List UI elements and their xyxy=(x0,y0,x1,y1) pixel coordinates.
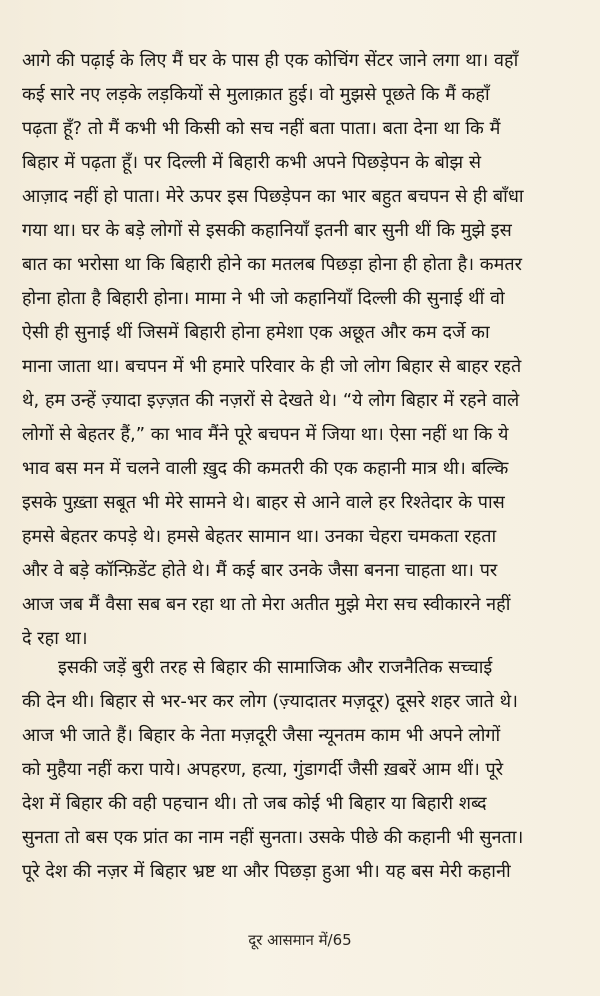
text-line: पढ़ता हूँ? तो मैं कभी भी किसी को सच नहीं बता पाता। बता देना था कि मैं xyxy=(22,118,501,139)
paragraph-1 xyxy=(22,44,580,656)
text-line: और वे बड़े कॉन्फ़िडेंट होते थे। मैं कई बार उनके जैसा बनना चाहता था। पर xyxy=(22,560,498,581)
text-line: आज़ाद नहीं हो पाता। मेरे ऊपर इस पिछड़ेपन का भार बहुत बचपन से ही बाँधा xyxy=(22,186,524,207)
text-line: आज जब मैं वैसा सब बन रहा था तो मेरा अतीत मुझे मेरा सच स्वीकारने नहीं xyxy=(22,594,511,615)
text-line: इसके पुख़्ता सबूत भी मेरे सामने थे। बाहर से आने वाले हर रिश्तेदार के पास xyxy=(22,492,505,513)
text-line: कई सारे नए लड़के लड़कियों से मुलाक़ात हुई। वो मुझसे पूछते कि मैं कहाँ xyxy=(22,84,490,105)
page-footer: दूर आसमान में/65 xyxy=(248,931,352,949)
text-line: ऐसी ही सुनाई थीं जिसमें बिहारी होना हमेशा एक अछूत और कम दर्जे का xyxy=(22,322,490,343)
text-line: थे, हम उन्हें ज़्यादा इज़्ज़त की नज़रों से देखते थे। “ये लोग बिहार में रहने वाले xyxy=(22,390,520,411)
text-line: की देन थी। बिहार से भर-भर कर लोग (ज़्यादातर मज़दूर) दूसरे शहर जाते थे। xyxy=(22,691,518,712)
text-line: को मुहैया नहीं करा पाये। अपहरण, हत्या, गुंडागर्दी जैसी ख़बरें आम थीं। पूरे xyxy=(22,759,504,780)
text-line: बात का भरोसा था कि बिहारी होने का मतलब पिछड़ा होना ही होता है। कमतर xyxy=(22,254,522,275)
text-line: देश में बिहार की वही पहचान थी। तो जब कोई भी बिहार या बिहारी शब्द xyxy=(22,793,487,814)
text-line: गया था। घर के बड़े लोगों से इसकी कहानियाँ इतनी बार सुनी थीं कि मुझे इस xyxy=(22,220,512,241)
text-line: भाव बस मन में चलने वाली ख़ुद की कमतरी की एक कहानी मात्र थी। बल्कि xyxy=(22,458,509,479)
text-line: होना होता है बिहारी होना। मामा ने भी जो कहानियाँ दिल्ली की सुनाई थीं वो xyxy=(22,288,505,309)
text-line: बिहार में पढ़ता हूँ। पर दिल्ली में बिहारी कभी अपने पिछड़ेपन के बोझ से xyxy=(22,152,482,173)
text-line: हमसे बेहतर कपड़े थे। हमसे बेहतर सामान था। उनका चेहरा चमकता रहता xyxy=(22,526,497,547)
text-line: माना जाता था। बचपन में भी हमारे परिवार के ही जो लोग बिहार से बाहर रहते xyxy=(22,356,522,377)
paragraph-2 xyxy=(22,651,580,889)
text-line: आज भी जाते हैं। बिहार के नेता मज़दूरी जैसा न्यूनतम काम भी अपने लोगों xyxy=(22,725,501,746)
text-line: पूरे देश की नज़र में बिहार भ्रष्ट था और पिछड़ा हुआ भी। यह बस मेरी कहानी xyxy=(22,861,511,882)
text-line: इसकी जड़ें बुरी तरह से बिहार की सामाजिक और राजनैतिक सच्चाई xyxy=(58,657,493,678)
text-line: सुनता तो बस एक प्रांत का नाम नहीं सुनता। उसके पीछे की कहानी भी सुनता। xyxy=(22,827,524,848)
text-line: आगे की पढ़ाई के लिए मैं घर के पास ही एक कोचिंग सेंटर जाने लगा था। वहाँ xyxy=(22,50,519,71)
text-line: लोगों से बेहतर हैं,” का भाव मैंने पूरे बचपन में जिया था। ऐसा नहीं था कि ये xyxy=(22,424,509,445)
text-line: दे रहा था। xyxy=(22,628,88,649)
